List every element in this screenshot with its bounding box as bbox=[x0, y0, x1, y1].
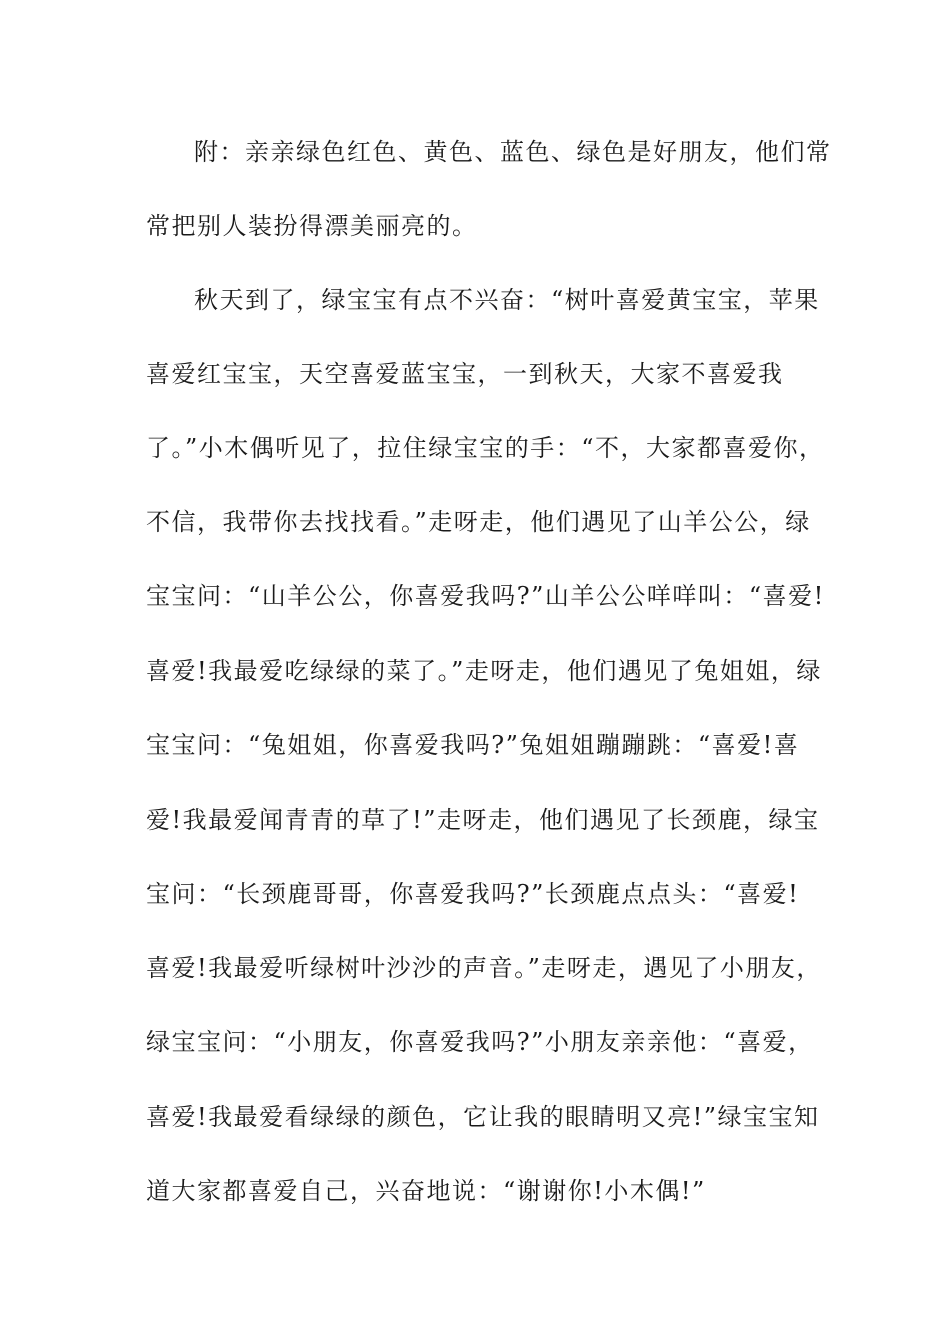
text-line: 喜爱红宝宝，天空喜爱蓝宝宝，一到秋天，大家不喜爱我 bbox=[146, 360, 784, 388]
text-line: 附：亲亲绿色红色、黄色、蓝色、绿色是好朋友，他们常 bbox=[194, 138, 832, 166]
text-line: 不信，我带你去找找看。”走呀走，他们遇见了山羊公公，绿 bbox=[146, 508, 811, 536]
text-line: 喜爱!我最爱听绿树叶沙沙的声音。”走呀走，遇见了小朋友， bbox=[146, 954, 822, 982]
text-line: 道大家都喜爱自己，兴奋地说：“谢谢你!小木偶!” bbox=[146, 1177, 706, 1205]
text-line: 绿宝宝问：“小朋友，你喜爱我吗?”小朋友亲亲他：“喜爱， bbox=[146, 1028, 814, 1056]
text-line: 了。”小木偶听见了，拉住绿宝宝的手：“不，大家都喜爱你， bbox=[146, 434, 825, 462]
text-line: 常把别人装扮得漂美丽亮的。 bbox=[146, 212, 478, 240]
text-line: 宝宝问：“山羊公公，你喜爱我吗?”山羊公公咩咩叫：“喜爱! bbox=[146, 582, 825, 610]
text-line: 喜爱!我最爱吃绿绿的菜了。”走呀走，他们遇见了兔姐姐，绿 bbox=[146, 657, 822, 685]
text-line: 秋天到了，绿宝宝有点不兴奋：“树叶喜爱黄宝宝，苹果 bbox=[194, 286, 820, 314]
text-line: 喜爱!我最爱看绿绿的颜色，它让我的眼睛明又亮!”绿宝宝知 bbox=[146, 1103, 820, 1131]
text-line: 宝问：“长颈鹿哥哥，你喜爱我吗?”长颈鹿点点头：“喜爱! bbox=[146, 880, 800, 908]
text-line: 宝宝问：“兔姐姐，你喜爱我吗?”兔姐姐蹦蹦跳：“喜爱!喜 bbox=[146, 731, 800, 759]
text-line: 爱!我最爱闻青青的草了!”走呀走，他们遇见了长颈鹿，绿宝 bbox=[146, 806, 820, 834]
